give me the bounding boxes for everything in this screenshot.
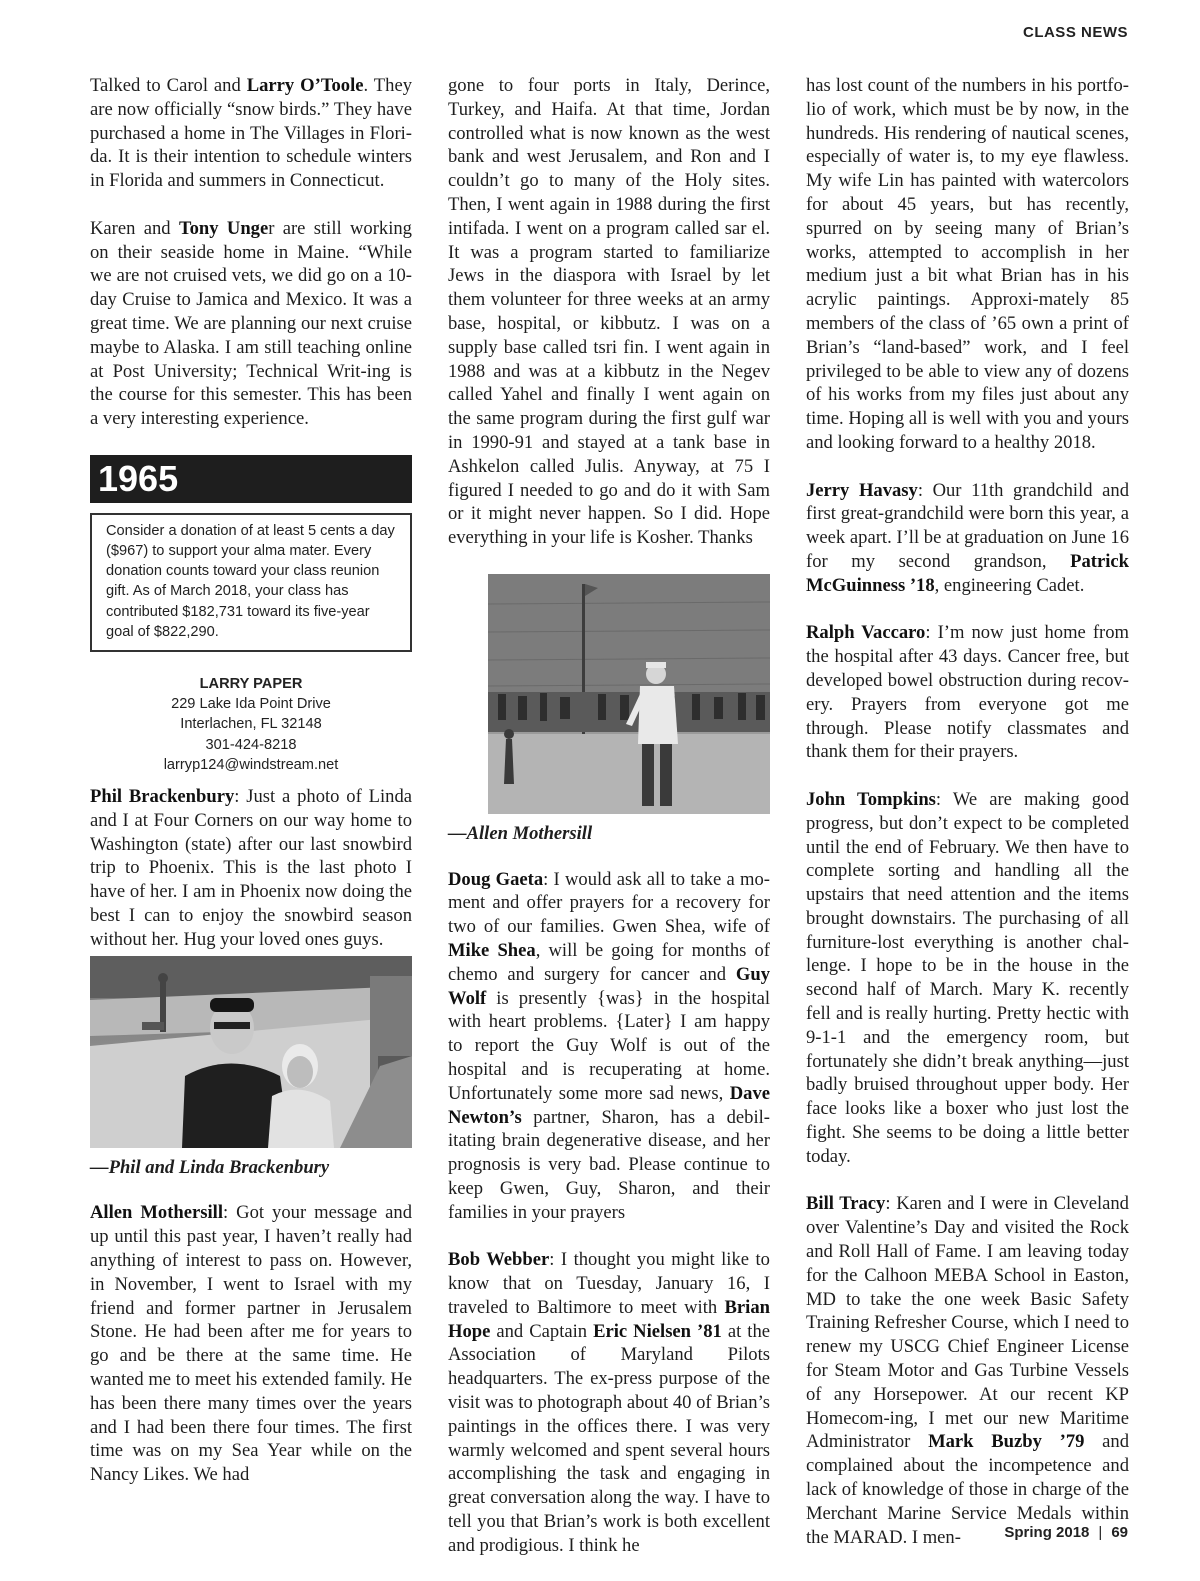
photo-caption: —Phil and Linda Brackenbury bbox=[90, 1156, 330, 1178]
classmate-name: Dave Newton’s bbox=[448, 1082, 770, 1128]
class-contact bbox=[90, 674, 412, 775]
note-larry-otoole: Talked to Carol and Larry O’Toole. They are now officially “snow birds.” They have purchased a home in The Villages in Flori-da. It is their intention to schedule winters in Florida and summers in Connecticut. bbox=[90, 75, 412, 192]
issue-label: Spring 2018 bbox=[1004, 1524, 1090, 1541]
contact-street: 229 Lake Ida Point Drive bbox=[171, 696, 331, 713]
classmate-name: Patrick McGuinness ’18 bbox=[806, 550, 1129, 596]
classmate-name: Tony Unge bbox=[178, 217, 269, 239]
section-label: CLASS NEWS bbox=[1022, 24, 1128, 41]
class-year-banner bbox=[90, 455, 412, 503]
classmate-name: Doug Gaeta bbox=[448, 868, 544, 890]
photo-caption: —Allen Mothersill bbox=[448, 822, 593, 844]
classmate-name: Larry O’Toole bbox=[246, 75, 364, 96]
note-bob-webber: Bob Webber: I thought you might like to know that on Tuesday, January 16, I traveled to Baltimore to meet with Brian Hope and Captain Eric Nielsen ’81 at the Association of Maryland Pilots headquarters. The ex-press purpose of the visit was to photograph about 40 of Brian’s paintings in the offices there. I was very warmly welcomed and spent several hours accomplishing the task and engaging in great conversation along the way. I have to tell you that Brian’s work is both excellent and prodigious. I think he bbox=[448, 1249, 771, 1556]
donation-box: Consider a donation of at least 5 cents a day ($967) to support your alma mater. Every donation counts toward your class reunion gift. As of March 2018, your class has contributed $182,731 toward its five-year goal of $822,290. bbox=[90, 513, 412, 652]
classmate-name: Brian Hope bbox=[448, 1296, 770, 1342]
contact-phone: 301-424-8218 bbox=[205, 736, 297, 753]
column-3 bbox=[806, 74, 1129, 1573]
classmate-name: Mike Shea bbox=[448, 939, 536, 961]
classmate-name: Guy Wolf bbox=[448, 963, 770, 1009]
photo-phil-linda-brackenbury bbox=[90, 956, 412, 1148]
classmate-name: Jerry Havasy bbox=[806, 479, 918, 501]
page-number: 69 bbox=[1111, 1524, 1128, 1541]
classmate-name: Phil Brackenbury bbox=[90, 785, 235, 807]
classmate-name: Bob Webber bbox=[448, 1249, 550, 1271]
note-phil-brackenbury: Phil Brackenbury: Just a photo of Linda and I at Four Corners on our way home to Washington (state) after our last snowbird trip to Phoenix. This is the last photo I have of her. I am in Phoenix now doing the best I can to enjoy the snowbird season without her. Hug your loved ones guys. bbox=[90, 785, 412, 950]
note-bob-webber-cont: has lost count of the numbers in his portfo-lio of work, which must be by now, in the hundreds. His rendering of nautical scenes, especially of water is, to my eye flawless. My wife Lin has painted with watercolors for about 45 years, but has recently, spurred on by seeing many of Brian’s works, attempted to accomplish in her medium just a bit what Brian has in his acrylic paintings. Approxi-mately 85 members of the class of ’65 own a print of Brian’s “land-based” work, and I feel privileged to be able to view any of dozens of his works from my files just about any time. Hoping all is well with you and yours and looking forward to a healthy 2018. bbox=[806, 75, 1129, 453]
photo-allen-mothersill-western-wall bbox=[488, 574, 770, 814]
note-bill-tracy: Bill Tracy: Karen and I were in Cleveland over Valentine’s Day and visited the Rock and Roll Hall of Fame. I am leaving today for the Calhoon MEBA School in Easton, MD to take the one week Basic Safety Training Refresher Course, which I need to renew my USCG Chief Engineer License for Steam Motor and Gas Turbine Vessels of any Horsepower. At our recent KP Homecom-ing, I met our new Maritime Administrator Mark Buzby ’79 and complained about the incompetence and lack of knowledge of those in charge of the Merchant Marine Service Medals within the MARAD. I men- bbox=[806, 1193, 1129, 1548]
contact-city: Interlachen, FL 32148 bbox=[180, 716, 322, 733]
contact-email[interactable]: larryp124@windstream.net bbox=[163, 756, 339, 773]
classmate-name: Mark Buzby ’79 bbox=[928, 1431, 1085, 1453]
contact-name: LARRY PAPER bbox=[199, 675, 303, 692]
classmate-name: Ralph Vaccaro bbox=[806, 622, 926, 644]
classmate-name: Allen Mothersill bbox=[90, 1202, 223, 1224]
footer-separator: | bbox=[1098, 1524, 1103, 1541]
couple-photo-image bbox=[90, 956, 412, 1148]
note-allen-mothersill-cont: gone to four ports in Italy, Derince, Turkey, and Haifa. At that time, Jordan controlled what is now known as the west bank and west Jerusalem, and Ron and I couldn’t go to many of the Holy sites. Then, I went again in 1988 during the first intifada. I went on a program called sar el. It was a program started to familiarize Jews in the diaspora with Israel by let them volunteer for three weeks at an army base, hospital, or kibbutz. I was on a supply base called tsri fin. I went again in 1988 and was at a kibbutz in the Negev called Yahel and finally I went again on the same program during the first gulf war in 1990-91 and stayed at a tank base in Ashkelon called Julis. Anyway, at 75 I figured I needed to go and do it with Sam or it might never happen. So I did. Hope everything in your life is Kosher. Thanks bbox=[448, 75, 770, 549]
classmate-name: Bill Tracy bbox=[806, 1193, 886, 1215]
note-john-tompkins: John Tompkins: We are making good progress, but don’t expect to be completed until the end of February. We then have to complete sorting and handling all the upstairs that need attention and the items brought downstairs. The purchasing of all furniture-lost everything is another chal-lenge. I hope to be in the house in the second half of March. Mary K. recently fell and is really hurting. Pretty hectic with 9-1-1 and the emergency room, but fortunately she didn’t break anything—just badly bruised throughout upper body. Her face looks like a boxer who just lost the fight. She seems to be doing a little better today. bbox=[806, 788, 1129, 1167]
column-2 bbox=[448, 74, 770, 1581]
note-jerry-havasy: Jerry Havasy: Our 11th grandchild and first great-grandchild were born this year, a week apart. I’ll be at graduation on June 16 for my second grandson, Patrick McGuinness ’18, engineering Cadet. bbox=[806, 479, 1129, 596]
note-doug-gaeta: Doug Gaeta: I would ask all to take a mo-ment and offer prayers for a recovery for two of our families. Gwen Shea, wife of Mike Shea, will be going for months of chemo and surgery for cancer and Guy Wolf is presently {was} in the hospital with heart problems. {Later} I am happy to report the Guy Wolf is out of the hospital and is recuperating at home. Unfortunately some more sad news, Dave Newton’s partner, Sharon, has a debil-itating brain degenerative disease, and her prognosis is very bad. Please continue to keep Gwen, Guy, Sharon, and their families in your prayers bbox=[448, 868, 770, 1223]
class-year: 1965 bbox=[98, 457, 179, 499]
classmate-name: John Tompkins bbox=[806, 788, 936, 810]
western-wall-photo-image bbox=[488, 574, 770, 814]
note-ralph-vaccaro: Ralph Vaccaro: I’m now just home from the hospital after 43 days. Cancer free, but developed bowel obstruction during recov-ery. Prayers from everyone got me through. Please notify classmates and thank them for their prayers. bbox=[806, 622, 1130, 763]
note-allen-mothersill: Allen Mothersill: Got your message and up until this past year, I haven’t really had anything of interest to pass on. However, in November, I went to Israel with my friend and former partner in Jerusalem Stone. He had been after me for years to go and be there at the same time. He wanted me to meet his extended family. He has been there many times over the years and I had been there four times. The first time was on my Sea Year while on the Nancy Likes. We had bbox=[90, 1202, 413, 1486]
page-footer bbox=[1004, 1524, 1128, 1541]
column-1 bbox=[90, 74, 412, 1511]
note-tony-unger: Karen and Tony Unger are still working on their seaside home in Maine. “While we are not cruised vets, we did go on a 10-day Cruise to Jamica and Mexico. It was a great time. We are planning our next cruise maybe to Alaska. I am still teaching online at Post University; Technical Writ-ing is the course for this semester. This has been a very interesting experience. bbox=[90, 217, 412, 430]
classmate-name: Eric Nielsen ’81 bbox=[593, 1320, 722, 1342]
